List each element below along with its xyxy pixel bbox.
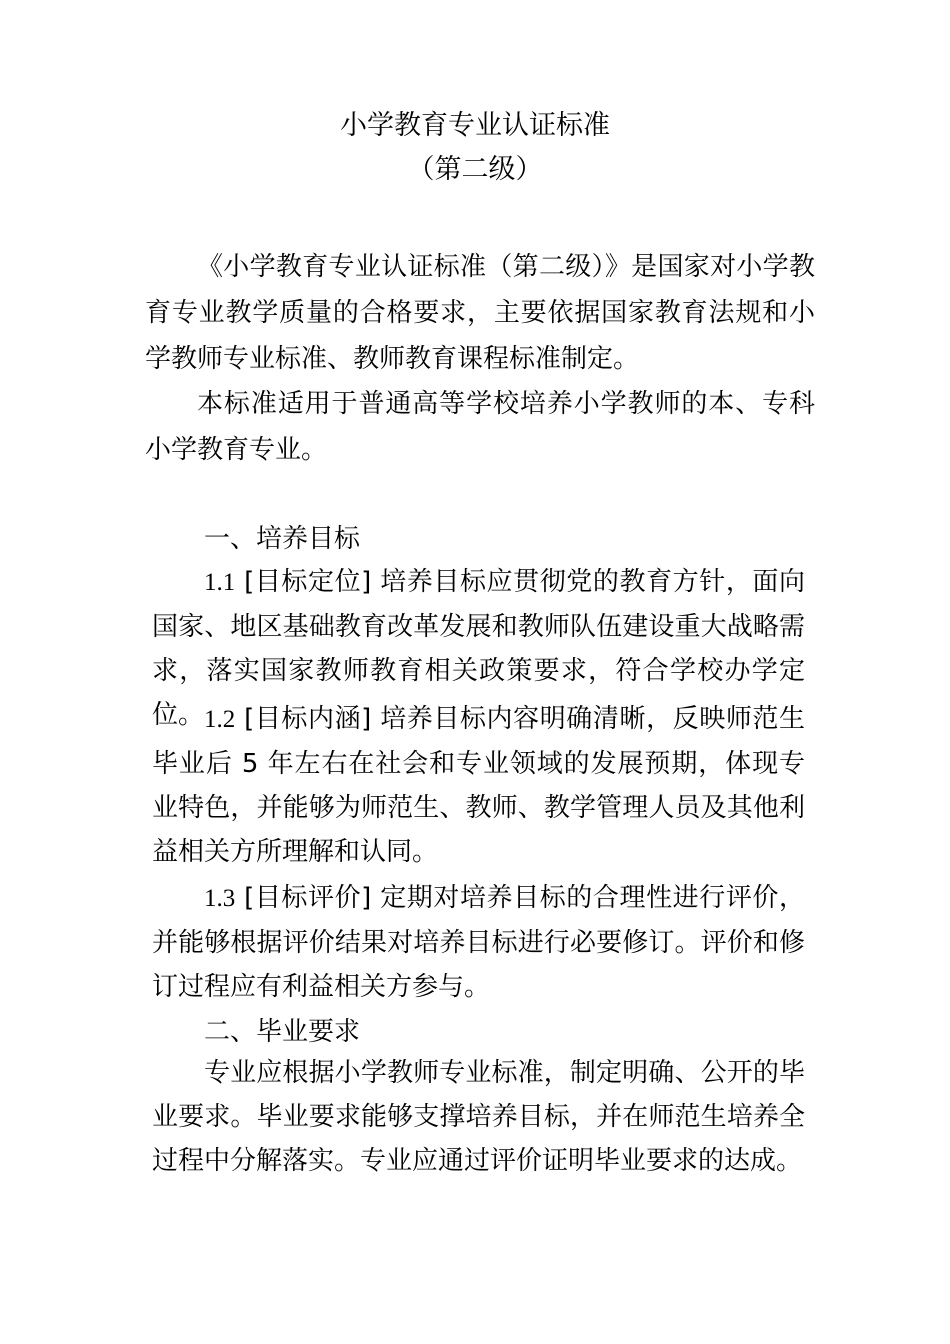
clause-tag: [目标评价] (244, 883, 372, 913)
clause-text: 培养目标内容明确清晰，反映师范生毕业后 5 年左右在社会和专业领域的发展预期，体现专业特色，并能够为师范生、教师、教学管理人员及其他利益相关方所理解和认同。 (152, 704, 806, 867)
document-title: 小学教育专业认证标准 (340, 110, 610, 141)
clause-1-3 (152, 876, 805, 1009)
section-1-heading: 一、培养目标 (204, 524, 361, 554)
intro-paragraph-2: 本标准适用于普通高等学校培养小学教师的本、专科小学教育专业。 (145, 389, 815, 465)
clause-tag: [目标定位] (244, 567, 372, 597)
clause-1-2 (152, 697, 805, 874)
clause-text: 定期对培养目标的合理性进行评价，并能够根据评价结果对培养目标进行必要修订。评价和修订过程应有利益相关方参与。 (152, 883, 806, 1002)
clause-text: 培养目标应贯彻党的教育方针，面向国家、地区基础教育改革发展和教师队伍建设重大战略需求，落实国家教师教育相关政策要求，符合学校办学定位。 (152, 567, 806, 730)
section-2-paragraph: 专业应根据小学教师专业标准，制定明确、公开的毕业要求。毕业要求能够支撑培养目标，并在师范生培养全过程中分解落实。专业应通过评价证明毕业要求的达成。 (152, 1058, 805, 1176)
clause-tag: [目标内涵] (244, 704, 372, 734)
clause-number: 1.2 (204, 706, 236, 733)
clause-number: 1.1 (204, 569, 236, 596)
document-subtitle: （第二级） (407, 154, 543, 185)
intro-paragraph-1: 《小学教育专业认证标准（第二级）》是国家对小学教育专业教学质量的合格要求，主要依据国家教育法规和小学教师专业标准、教师教育课程标准制定。 (145, 252, 815, 374)
clause-number: 1.3 (204, 885, 236, 912)
section-2-heading: 二、毕业要求 (204, 1017, 361, 1047)
